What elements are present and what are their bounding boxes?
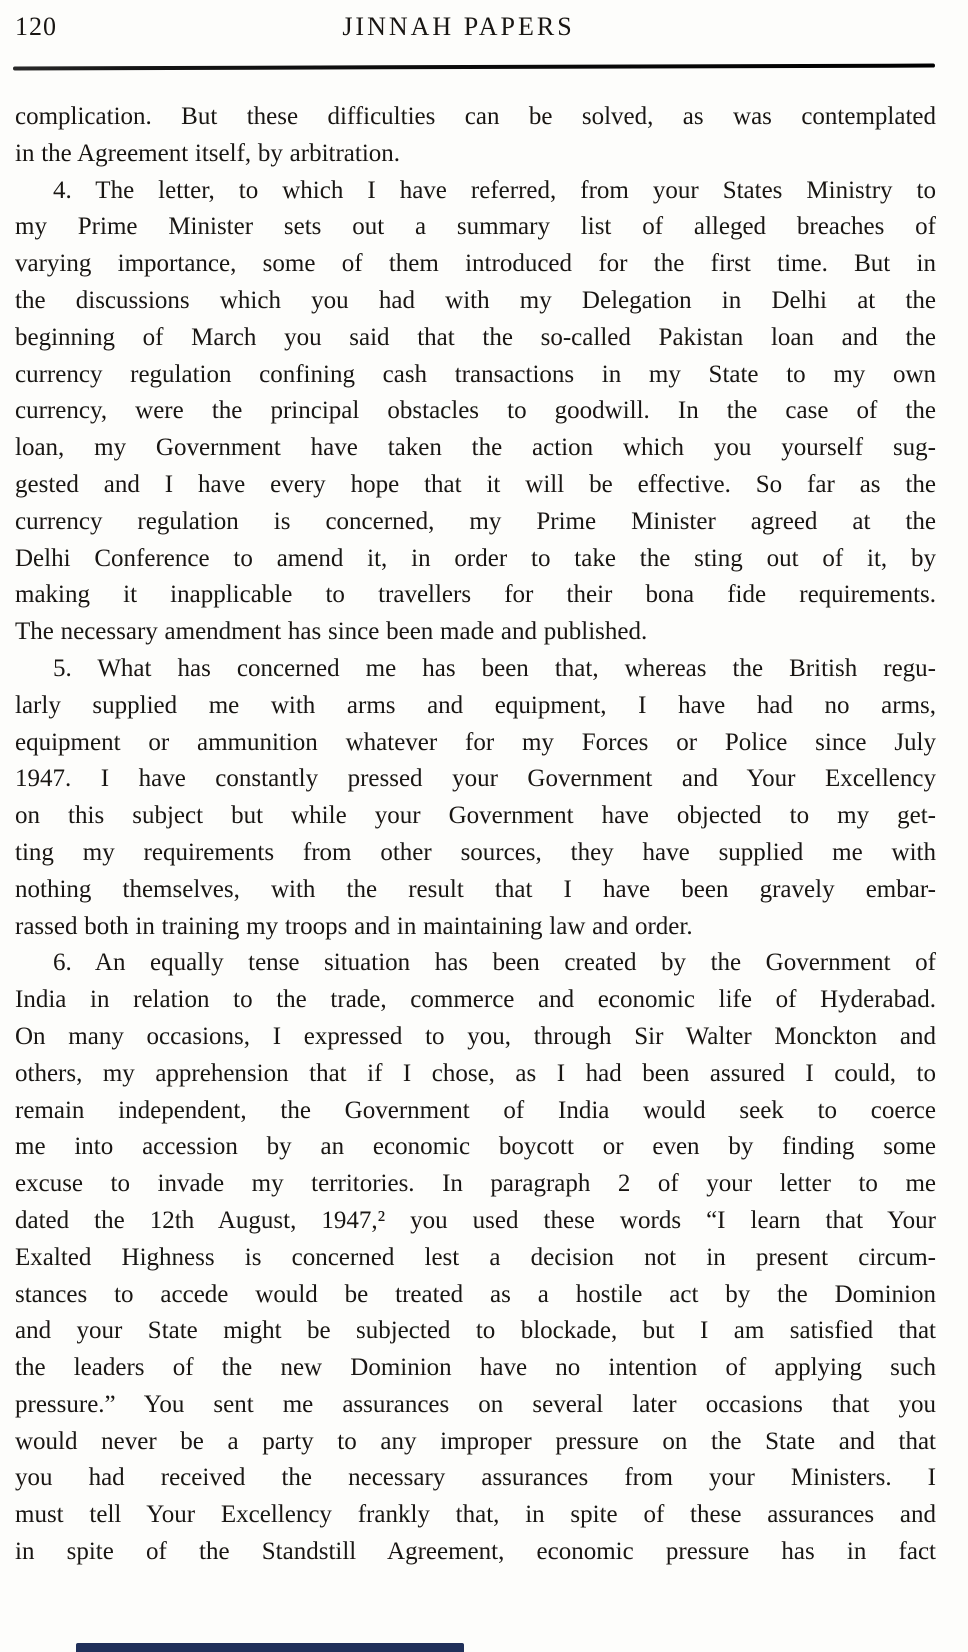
text-line: On many occasions, I expressed to you, through Sir Walter Monckton and [15, 1022, 936, 1050]
text-line: beginning of March you said that the so-called Pakistan loan and the [15, 323, 936, 351]
text-line: others, my apprehension that if I chose, as I had been assured I could, to [15, 1059, 936, 1087]
text-line: rassed both in training my troops and in maintaining law and order. [15, 912, 693, 940]
bottom-scan-artifact-bar [76, 1643, 464, 1652]
text-line: must tell Your Excellency frankly that, in spite of these assurances and [15, 1501, 936, 1529]
text-line: Delhi Conference to amend it, in order to take the sting out of it, by [15, 544, 936, 572]
text-line: varying importance, some of them introduced for the first time. But in [15, 250, 936, 278]
text-line: loan, my Government have taken the action which you yourself sug- [15, 434, 936, 462]
text-line: making it inapplicable to travellers for their bona fide requirements. [15, 581, 936, 609]
text-line: my Prime Minister sets out a summary list of alleged breaches of [15, 213, 936, 241]
paragraph [15, 945, 936, 1571]
text-line: 6. An equally tense situation has been created by the Government of [53, 949, 936, 977]
text-line: equipment or ammunition whatever for my Forces or Police since July [15, 728, 936, 756]
page-number: 120 [15, 12, 57, 41]
text-line: currency regulation confining cash transactions in my State to my own [15, 360, 936, 388]
text-line: Exalted Highness is concerned lest a decision not in present circum- [15, 1243, 936, 1271]
text-line: in spite of the Standstill Agreement, economic pressure has in fact [15, 1538, 936, 1566]
running-title: JINNAH PAPERS [342, 12, 575, 41]
text-line: larly supplied me with arms and equipment, I have had no arms, [15, 691, 936, 719]
paragraph [15, 99, 936, 173]
text-line: dated the 12th August, 1947,² you used these words “I learn that Your [15, 1206, 936, 1234]
header-rule [13, 64, 935, 71]
text-line: would never be a party to any improper pressure on the State and that [15, 1427, 936, 1455]
running-header [15, 10, 936, 50]
text-line: 4. The letter, to which I have referred, from your States Ministry to [53, 176, 936, 204]
text-line: complication. But these difficulties can be solved, as was contemplated [15, 103, 936, 130]
text-line: pressure.” You sent me assurances on several later occasions that you [15, 1390, 936, 1418]
text-line: stances to accede would be treated as a hostile act by the Dominion [15, 1280, 936, 1308]
text-line: remain independent, the Government of India would seek to coerce [15, 1096, 936, 1124]
text-line: the discussions which you had with my Delegation in Delhi at the [15, 286, 936, 314]
text-line: 1947. I have constantly pressed your Government and Your Excellency [15, 765, 936, 793]
text-line: and your State might be subjected to blockade, but I am satisfied that [15, 1317, 936, 1345]
text-line: you had received the necessary assurances from your Ministers. I [15, 1464, 936, 1492]
text-line: excuse to invade my territories. In paragraph 2 of your letter to me [15, 1170, 936, 1198]
text-line: 5. What has concerned me has been that, whereas the British regu- [53, 654, 936, 682]
text-line: currency regulation is concerned, my Prime Minister agreed at the [15, 507, 936, 535]
text-line: currency, were the principal obstacles to goodwill. In the case of the [15, 397, 936, 425]
text-line: on this subject but while your Government have objected to my get- [15, 802, 936, 830]
text-line: India in relation to the trade, commerce and economic life of Hyderabad. [15, 986, 936, 1014]
text-line: nothing themselves, with the result that I have been gravely embar- [15, 875, 936, 903]
text-line: gested and I have every hope that it will be effective. So far as the [15, 470, 936, 498]
letter-body [15, 99, 936, 1571]
paragraph [15, 651, 936, 945]
text-line: me into accession by an economic boycott or even by finding some [15, 1133, 936, 1161]
paragraph [15, 173, 936, 651]
text-line: The necessary amendment has since been made and published. [15, 618, 648, 646]
text-line: ting my requirements from other sources, they have supplied me with [15, 838, 936, 866]
text-line: in the Agreement itself, by arbitration. [15, 139, 401, 167]
text-line: the leaders of the new Dominion have no intention of applying such [15, 1354, 936, 1382]
